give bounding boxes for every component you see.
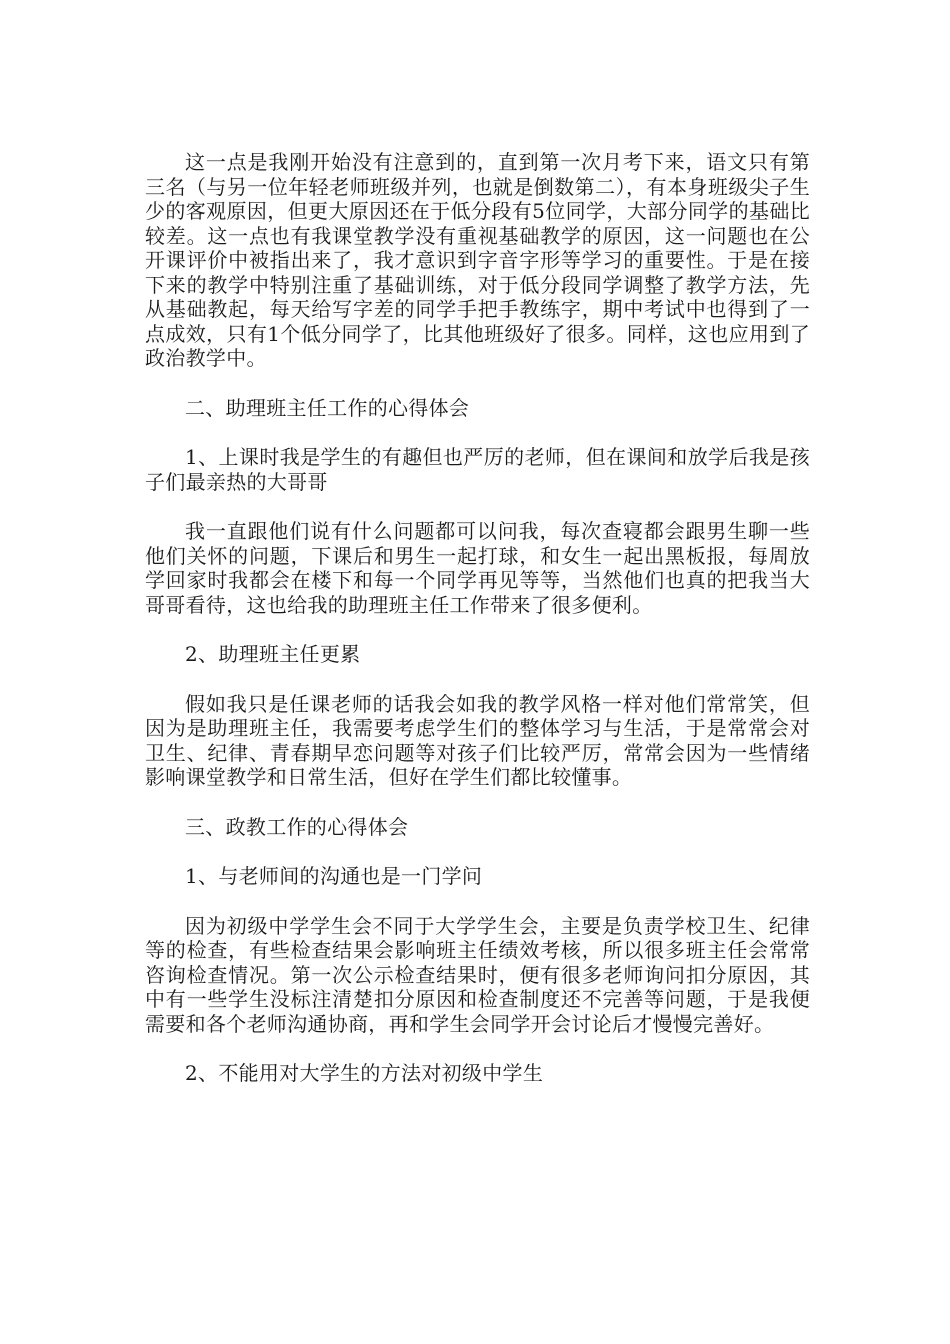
paragraph-relationships: 我一直跟他们说有什么问题都可以问我，每次查寝都会跟男生聊一些他们关怀的问题，下课后和男生一起打球，和女生一起出黑板报，每周放学回家时我都会在楼下和每一个同学再见等等，当然他们也真的把我当大哥哥看待，这也给我的助理班主任工作带来了很多便利。	[145, 519, 810, 617]
paragraph-student-union: 因为初级中学学生会不同于大学学生会，主要是负责学校卫生、纪律等的检查，有些检查结果会影响班主任绩效考核，所以很多班主任会常常咨询检查情况。第一次公示检查结果时，便有很多老师询问扣分原因，其中有一些学生没标注清楚扣分原因和检查制度还不完善等问题，于是我便需要和各个老师沟通协商，再和学生会同学开会讨论后才慢慢完善好。	[145, 913, 810, 1036]
section-heading-political-education: 三、政教工作的心得体会	[185, 814, 409, 839]
paragraph-exam-results: 这一点是我刚开始没有注意到的，直到第一次月考下来，语文只有第三名（与另一位年轻老师班级并列，也就是倒数第二），有本身班级尖子生少的客观原因，但更大原因还在于低分段有5位同学，大部分同学的基础比较差。这一点也有我课堂教学没有重视基础教学的原因，这一问题也在公开课评价中被指出来了，我才意识到字音字形等学习的重要性。于是在接下来的教学中特别注重了基础训练，对于低分段同学调整了教学方法，先从基础教起，每天给写字差的同学手把手教练字，期中考试中也得到了一点成效，只有1个低分同学了，比其他班级好了很多。同样，这也应用到了政治教学中。	[145, 150, 810, 370]
paragraph-strictness: 假如我只是任课老师的话我会如我的教学风格一样对他们常常笑，但因为是助理班主任，我需要考虑学生们的整体学习与生活，于是常常会对卫生、纪律、青春期早恋问题等对孩子们比较严厉，常常会因为一些情绪影响课堂教学和日常生活，但好在学生们都比较懂事。	[145, 691, 810, 789]
subheading-more-tiring: 2、助理班主任更累	[185, 642, 361, 666]
subheading-communication: 1、与老师间的沟通也是一门学问	[185, 864, 483, 888]
section-heading-assistant-teacher: 二、助理班主任工作的心得体会	[185, 395, 470, 420]
document-body	[145, 150, 810, 1111]
subheading-big-brother: 1、上课时我是学生的有趣但也严厉的老师，但在课间和放学后我是孩子们最亲热的大哥哥	[145, 445, 810, 494]
subheading-different-methods: 2、不能用对大学生的方法对初级中学生	[185, 1061, 544, 1085]
